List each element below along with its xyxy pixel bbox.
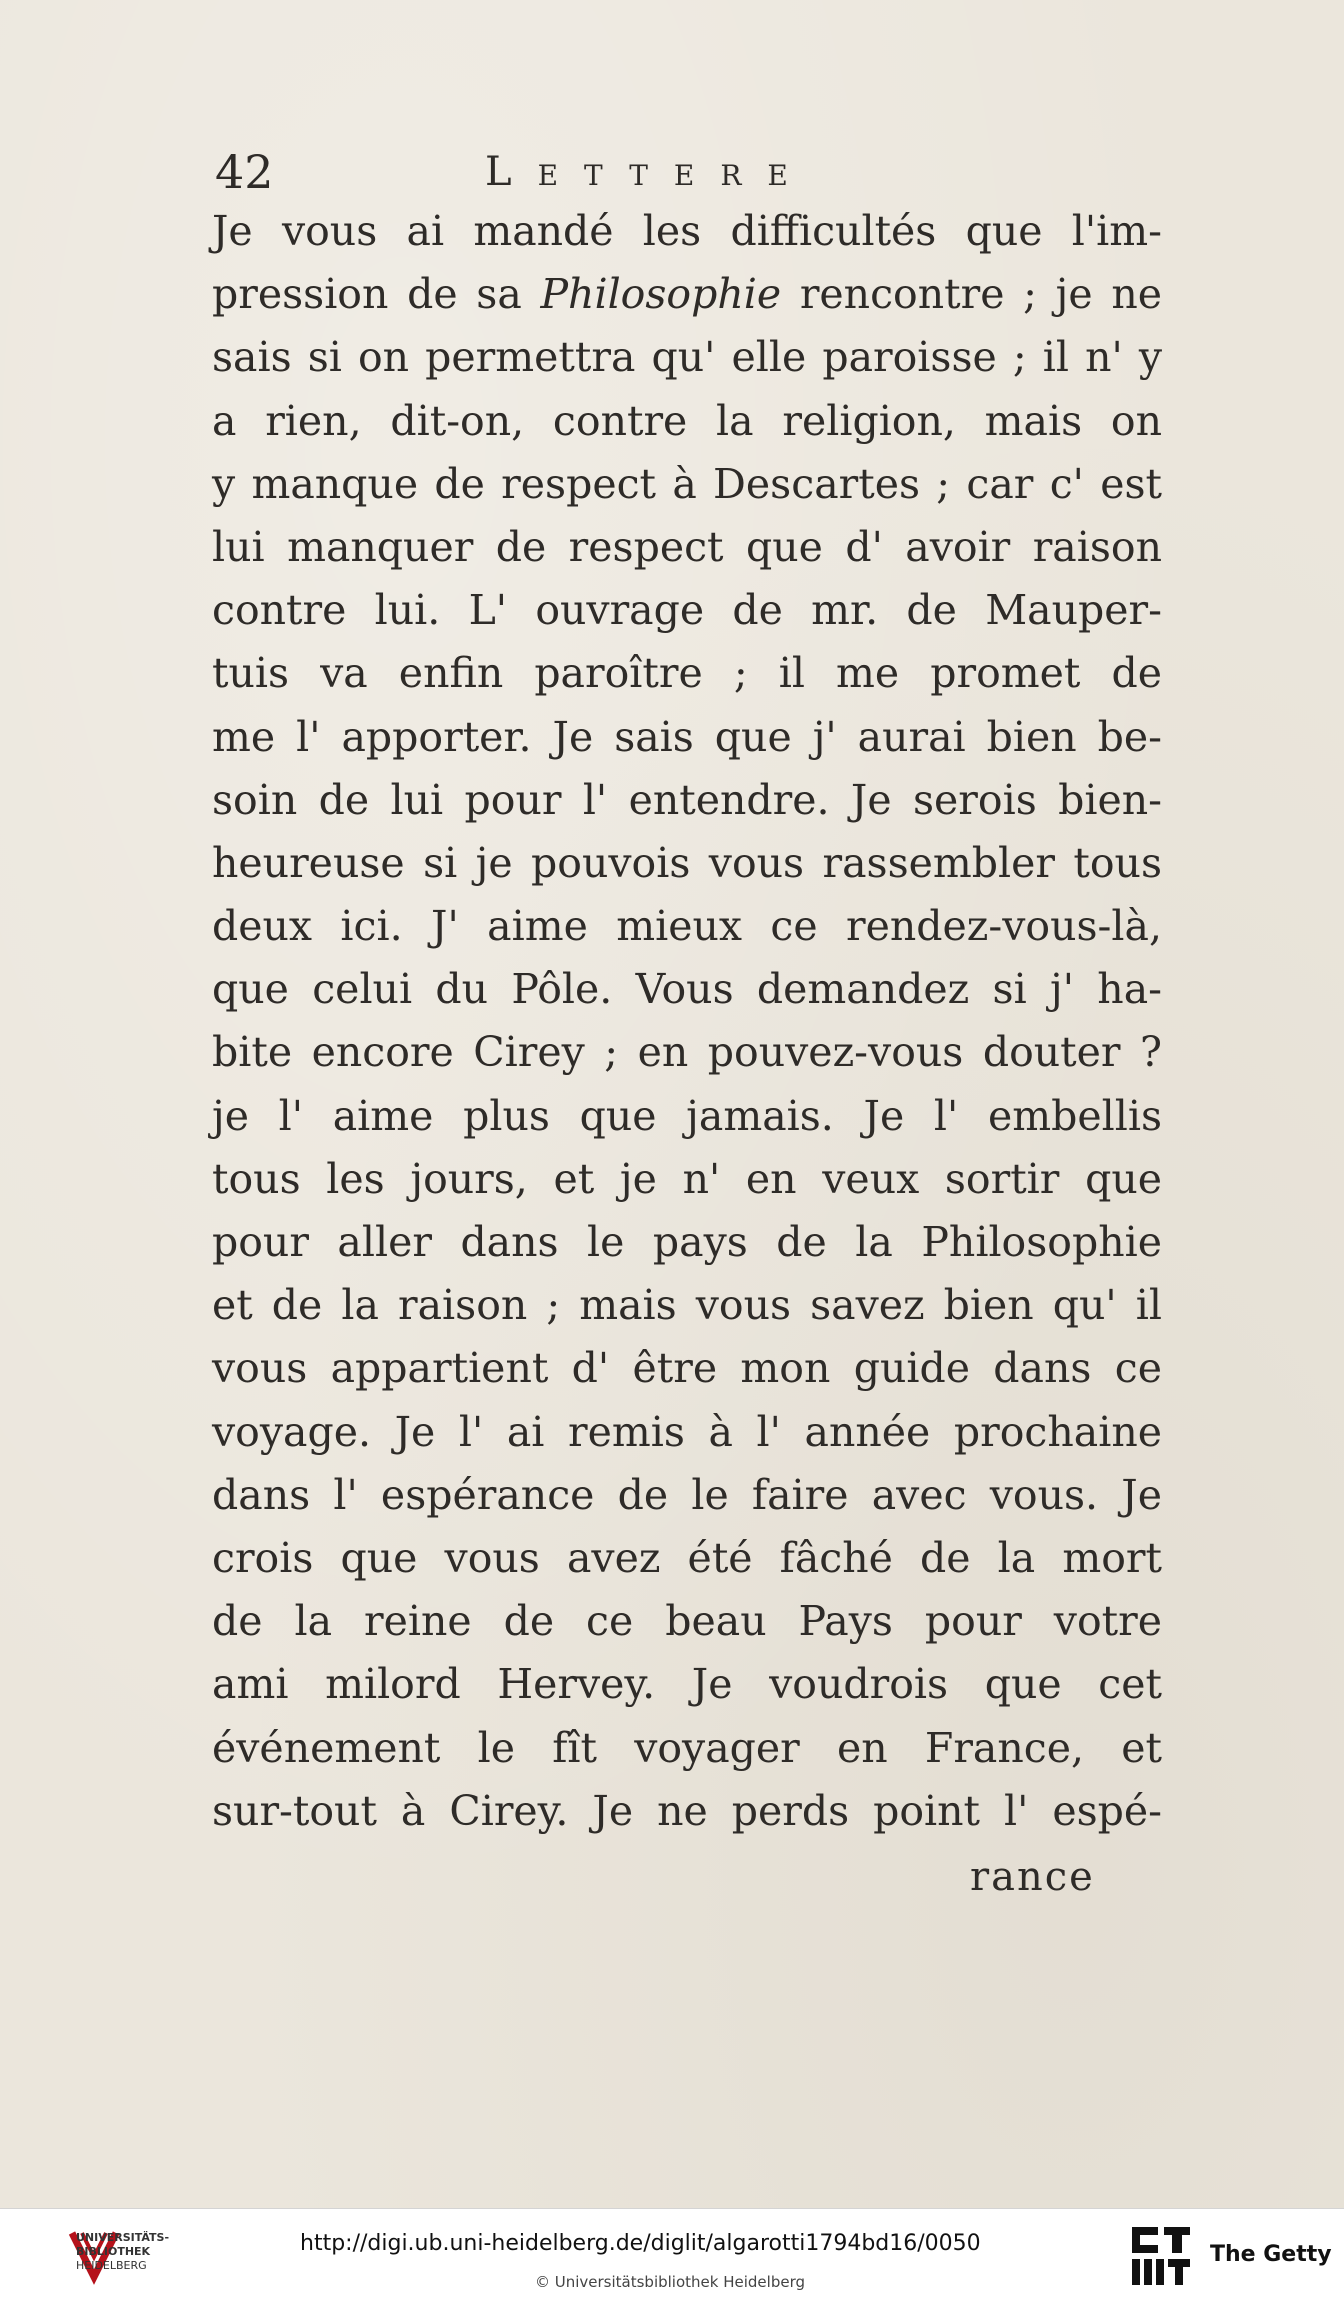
text-line: crois que vous avez été fâché de la mort xyxy=(212,1533,1162,1582)
text-line: Je vous ai mandé les difficultés que l'im- xyxy=(212,207,1162,255)
page-number: 42 xyxy=(215,145,274,199)
text-line: heureuse si je pouvois vous rassembler tous xyxy=(212,838,1162,887)
text-line: sur-tout à Cirey. Je ne perds point l' espé- xyxy=(212,1786,1162,1835)
text-line: lui manquer de respect que d' avoir raison xyxy=(212,522,1162,571)
getty-logo-icon[interactable] xyxy=(1132,2227,1190,2285)
running-head: Lettere xyxy=(485,149,814,195)
text-line: je l' aime plus que jamais. Je l' embellis xyxy=(212,1091,1162,1140)
text-line: voyage. Je l' ai remis à l' année prochaine xyxy=(212,1407,1162,1456)
text-line: que celui du Pôle. Vous demandez si j' ha- xyxy=(212,965,1162,1014)
copyright-notice: © Universitätsbibliothek Heidelberg xyxy=(534,2273,805,2291)
text-line: et de la raison ; mais vous savez bien qu' il xyxy=(212,1281,1162,1330)
partner-name: The Getty xyxy=(1210,2242,1332,2267)
text-line: tous les jours, et je n' en veux sortir que xyxy=(212,1154,1162,1203)
library-name-line: UNIVERSITÄTS- xyxy=(76,2231,170,2244)
text-fragment: rencontre ; je ne xyxy=(781,270,1163,319)
text-line: soin de lui pour l' entendre. Je serois bien- xyxy=(212,775,1162,824)
text-line: y manque de respect à Descartes ; car c' est xyxy=(212,459,1162,508)
text-line: pour aller dans le pays de la Philosophie xyxy=(212,1218,1162,1266)
library-name-line: BIBLIOTHEK xyxy=(76,2245,151,2258)
viewer-footer xyxy=(0,2208,1344,2305)
text-line: dans l' espérance de le faire avec vous. Je xyxy=(212,1470,1162,1519)
text-line: contre lui. L' ouvrage de mr. de Mauper- xyxy=(212,586,1162,635)
text-line: sais si on permettra qu' elle paroisse ; il n' y xyxy=(212,333,1162,382)
text-line: vous appartient d' être mon guide dans ce xyxy=(212,1344,1162,1393)
text-line: deux ici. J' aime mieux ce rendez-vous-là, xyxy=(212,902,1162,951)
library-name-line: HEIDELBERG xyxy=(76,2259,147,2272)
library-name xyxy=(76,2231,169,2273)
text-line: événement le fît voyager en France, et xyxy=(212,1723,1162,1772)
text-line: bite encore Cirey ; en pouvez-vous douter ? xyxy=(212,1028,1162,1077)
text-fragment: pression de sa xyxy=(212,270,541,319)
text-line xyxy=(212,263,1162,326)
catchword: rance xyxy=(970,1854,1095,1900)
text-line: me l' apporter. Je sais que j' aurai bien be- xyxy=(212,712,1162,761)
italic-title: Philosophie xyxy=(540,270,782,319)
text-line: ami milord Hervey. Je voudrois que cet xyxy=(212,1660,1162,1709)
page-header xyxy=(215,142,1185,202)
text-line: tuis va enfin paroître ; il me promet de xyxy=(212,649,1162,698)
text-line: a rien, dit-on, contre la religion, mais on xyxy=(212,396,1162,445)
permalink[interactable]: http://digi.ub.uni-heidelberg.de/diglit/algarotti1794bd16/0050 xyxy=(300,2231,981,2256)
letter-text xyxy=(212,200,1162,1843)
text-line: de la reine de ce beau Pays pour votre xyxy=(212,1597,1162,1646)
